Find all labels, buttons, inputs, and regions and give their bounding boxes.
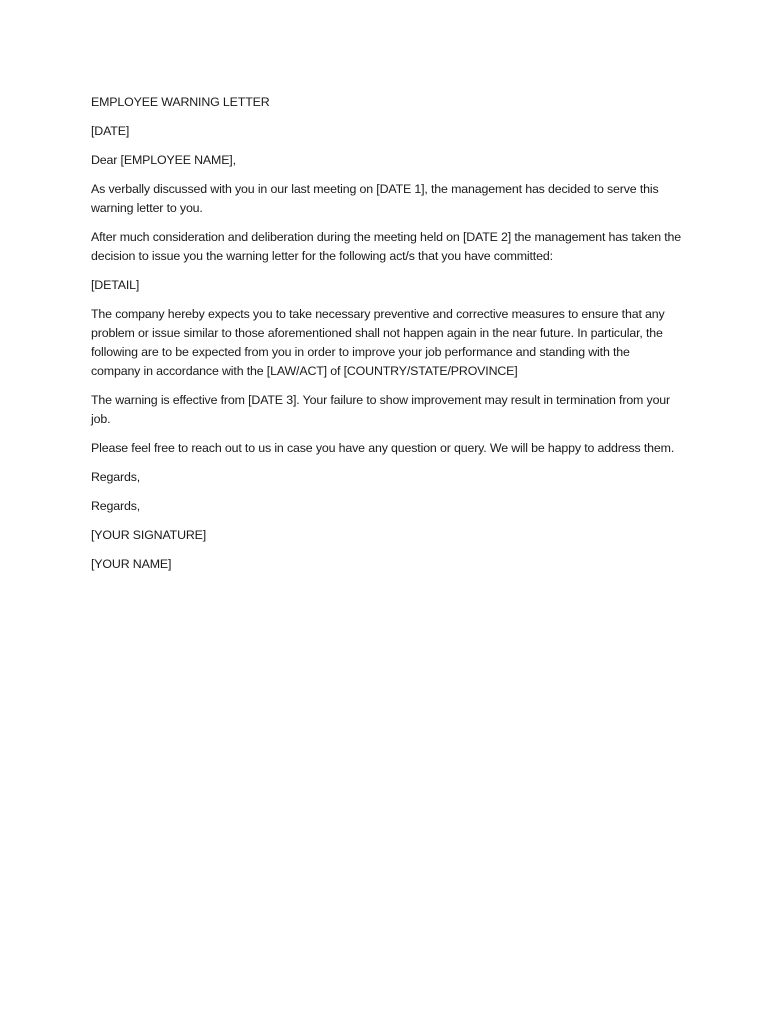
letter-name: [YOUR NAME] (91, 557, 172, 571)
letter-salutation: Dear [EMPLOYEE NAME], (91, 153, 236, 167)
letter-signature: [YOUR SIGNATURE] (91, 528, 207, 542)
letter-closing-1: Regards, (91, 470, 141, 484)
paragraph-decision: After much consideration and deliberation during the meeting held on [DATE 2] the management has taken the decision to issue you the warning letter for the following act/s that you have committed: (91, 230, 682, 263)
letter-title: EMPLOYEE WARNING LETTER (91, 95, 270, 109)
paragraph-detail: [DETAIL] (91, 278, 140, 292)
letter-body (91, 93, 681, 584)
paragraph-meeting: As verbally discussed with you in our last meeting on [DATE 1], the management has decided to serve this warning letter to you. (91, 182, 659, 215)
letter-closing-2: Regards, (91, 499, 141, 513)
paragraph-effective: The warning is effective from [DATE 3]. Your failure to show improvement may result in termination from your job. (91, 393, 671, 426)
paragraph-expectations: The company hereby expects you to take necessary preventive and corrective measures to ensure that any problem or issue similar to those aforementioned shall not happen again in the near future. In particular, the following are to be expected from you in order to improve your job performance and standing with the company in accordance with the [LAW/ACT] of [COUNTRY/STATE/PROVINCE] (91, 307, 665, 378)
paragraph-contact: Please feel free to reach out to us in case you have any question or query. We will be happy to address them. (91, 441, 675, 455)
letter-date: [DATE] (91, 124, 130, 138)
